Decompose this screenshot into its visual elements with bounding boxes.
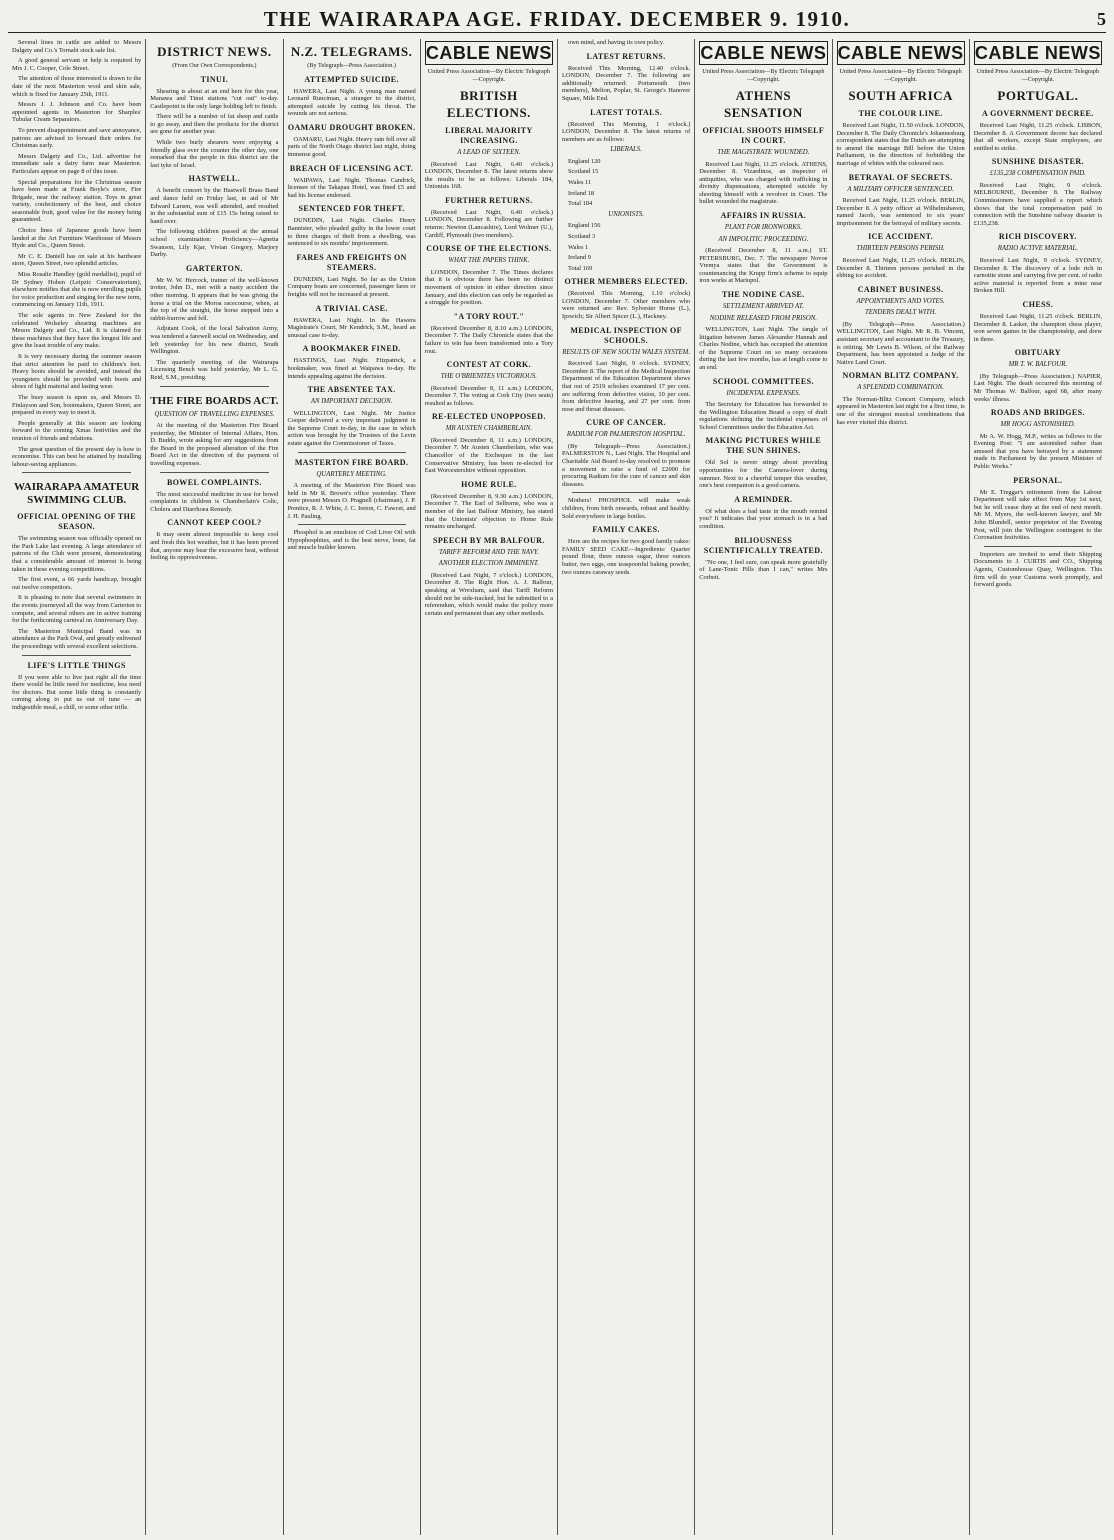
byline: (By Telegraph—Press Association.) [307, 62, 396, 69]
paragraph: Miss Rosalie Handley (gold medallist), pupil of Dr Sydney Hoben (Leipzic Conservatorium), elsewhere notifies that she is now enrolling pupils for voice production and singing for the new term, commencing on January 11th, 1911. [12, 271, 142, 309]
subheading: A MILITARY OFFICER SENTENCED. [847, 185, 954, 193]
table-row: Total 169 [568, 264, 593, 272]
subheading: PLANT FOR IRONWORKS. [724, 224, 802, 232]
masthead [8, 6, 1106, 33]
paragraph: Mothers! PHOSPHOL will make weak children, from birth onwards, robust and healthy. Sold everywhere in large bottles. [562, 497, 691, 520]
subheading: MASTERTON FIRE BOARD. [294, 457, 409, 467]
paragraph: A benefit concert by the Hastwell Brass Band and dance held on Friday last, in aid of Mr Edward Larsen, was well attended, and resulted in the substantial sum of £15 15s being raised to hand over. [150, 187, 279, 225]
paragraph: Received Last Night, 11.25 o'clock. ATHENS, December 8. Vizardinos, an inspector of antiquities, who was charged with trafficking in divinity dispensations, attempted suicide by shooting himself with a revolver in Court. The bullet wounded the magistrate. [699, 160, 828, 206]
subheading: LIFE'S LITTLE THINGS [27, 660, 126, 670]
table-row: Wales 11 [568, 179, 592, 187]
paragraph: Received This Morning, 12.40 o'clock. LONDON, December 7. The following are additionally returned: Portsmouth (two members), Melton, Poplar, St. George's Hanover Square, Mile End. [562, 64, 691, 102]
subheading: UNIONISTS. [608, 210, 644, 218]
paragraph: (By Telegraph—Press Association.) PALMERSTON N., Last Night. The Hospital and Charitable Aid Board to-day resolved to promote a movement to raise a fund of £2000 for procuring Radium for the cure of cancer and skin diseases. [562, 442, 691, 488]
subheading: OBITUARY [1014, 348, 1061, 358]
paragraph: (By Telegraph—Press Association.) WELLINGTON, Last Night. Mr R. B. Vincent, assistant secretary and accountant to the Treasury, is retiring. Mr Lewis B. Wilson, of the Railway Department, has been appointed a Judge of the Native Land Court. [836, 320, 965, 366]
subheading: TENDERS DEALT WITH. [864, 309, 937, 317]
divider [160, 386, 268, 387]
paragraph: (Received December 8, 11 a.m.) LONDON, December 7. Mr Austen Chamberlain, who was Chancellor of the Exchequer in the last Conservative Ministry, has been re-elected for East Worcestershire without opposition. [424, 436, 553, 475]
subheading: ICE ACCIDENT. [868, 232, 934, 242]
paragraph: Mr W. W. Hercock, trainer of the well-known trotter, John D., met with a nasty accident the other morning. It appears that he was giving the horse a trial on the Moroa racecourse, when, at the top of the straight, the horse stepped into a rabbit-burrow and fell. [150, 276, 279, 322]
subheading: THIRTEEN PERSONS PERISH. [856, 245, 945, 253]
column-8 [969, 39, 1106, 1535]
divider [572, 492, 680, 493]
paragraph: To prevent disappointment and save annoyance, patrons are advised to forward their orders for Christmas early. [12, 126, 142, 150]
subheading: TARIFF REFORM AND THE NAVY. [438, 548, 539, 556]
paragraph: (Received Last Night, 6.40 o'clock.) LONDON, December 8. The latest returns show the results to be as follows: Liberals 184, Unionists 168. [424, 160, 553, 191]
subheading: THE MAGISTRATE WOUNDED. [717, 149, 810, 156]
paragraph: (Received December 8, 8.10 a.m.) LONDON, December 7. The Daily Chronicle states that the failure to win has been transformed into a Tory rout. [424, 324, 553, 355]
paragraph: It is very necessary during the summer season that strict attention be paid to children's feet. Heavy boots should be avoided, and instead the youngsters should be provided with boots and shoes of light material and lasting wear. [12, 352, 142, 391]
column-7 [832, 39, 969, 1535]
subheading: CANNOT KEEP COOL? [167, 518, 262, 528]
paragraph: (Received December 8, 11 a.m.) ST. PETERSBURG, Dec. 7. The newspaper Novoe Vremya states that the Government is countenancing the Krupp firm's scheme to equip iron works at Mariupol. [699, 247, 828, 285]
paragraph: It may seem almost impossible to keep cool and fresh this hot weather, but it has been proved that, anyone may bear the excessive heat, without feeling its oppressiveness. [150, 531, 279, 562]
subheading: SPEECH BY MR BALFOUR. [433, 535, 545, 545]
subheading: OFFICIAL OPENING OF THE SEASON. [17, 512, 137, 532]
paragraph: Messrs Dalgety and Co., Ltd. advertise for immediate sale a dairy farm near Masterton. Particulars appear on page 8 of this issue. [12, 152, 142, 175]
paragraph: The sole agents in New Zealand for the celebrated Wolseley shearing machines are Messrs Dalgety and Co., Ltd. It is claimed for these machines that they have the longest life and give the least trouble of any make. [12, 312, 142, 350]
paragraph: A meeting of the Masterton Fire Board was held in Mr R. Brown's office yesterday. There were present Messrs O. Pragnell (chairman), J. P. Prentice, R. J. White, J. C. Ireton, C. Fawcet, and J. H. Pauling. [287, 482, 416, 520]
paragraph: Importers are invited to send their Shipping Documents to J. CURTIS and CO., Shipping Agents, Customhouse Quay, Wellington. This firm will do your Customs work promptly, and forward goods. [973, 550, 1102, 589]
subheading: RICH DISCOVERY. [998, 232, 1077, 242]
paragraph: WELLINGTON, Last Night. The tangle of litigation between James Alexander Hannah and Charles Nodine, which has occupied the attention of the Supreme Court on so many occasions during the last few months, has at length come to an end. [699, 326, 828, 371]
section-title: CABLE NEWS [837, 43, 964, 63]
paragraph: The attention of those interested is drawn to the date of the next Masterton wool and skin sale, which is fixed for January 25th, 1911. [12, 75, 142, 98]
paragraph: Received Last Night, 11.25 o'clock. BERLIN, December 8. Lasker, the champion chess player, won seven games in the championship, and drew in three. [973, 312, 1102, 343]
paragraph: At the meeting of the Masterton Fire Board yesterday, the Minister of Internal Affairs, Hon. D. Buddo, wrote asking for any suggestions from the Board in the proposed alteration of the Fire Board Act in the direction of the payment of travelling expenses. [150, 422, 279, 467]
subheading: AN IMPORTANT DECISION. [310, 398, 393, 406]
subheading: OTHER MEMBERS ELECTED. [564, 277, 688, 287]
subheading: THE NODINE CASE. [722, 290, 805, 300]
paragraph: Mr E. Treggar's retirement from the Labour Department will take effect from May 1st next, but he will cease duty at the end of next month. Mr M. Myers, the well-known lawyer, and Mr John Blundell, senior proprietor of the Evening Post, will join the Wellington contingent to the Coronation festivities. [973, 488, 1102, 542]
paragraph: Choice lines of Japanese goods have been landed at the Art Furniture Warehouse of Messrs Hyde and Co., Queen Street. [12, 227, 142, 250]
subheading: A SPLENDID COMBINATION. [857, 384, 944, 392]
subheading: CABINET BUSINESS. [857, 284, 944, 294]
subheading: MR T. W. BALFOUR. [1008, 361, 1068, 369]
byline: United Press Association—By Electric Telegraph—Copyright. [976, 68, 1099, 83]
subheading: MEDICAL INSPECTION OF SCHOOLS. [570, 325, 682, 345]
paragraph: Of what does a bad taste in the mouth remind you? It indicates that your stomach is in a bad condition. [699, 507, 828, 531]
headline: SOUTH AFRICA [848, 88, 953, 103]
subheading: TINUI. [200, 74, 229, 84]
paragraph: Shearing is about at an end here for this year, Manawa and Tinui stations "cut out" to-day. Castlepoint is the only large holding left to finish. [150, 87, 279, 110]
subheading: CURE OF CANCER. [586, 418, 666, 428]
paragraph: (Received This Morning, 1.10 o'clock) LONDON, December 7. Other members who were returned are: Rev. Sylvester Horne (L.), Ipswich; Sir Albert Spicer (L.), Hackney. [562, 290, 691, 321]
paragraph: The swimming season was officially opened on the Park Lake last evening. A large attendance of patrons of the Club were present, demonstrating that a considerable amount of interest is being taken in these evening competitions. [12, 535, 142, 573]
paragraph: The great question of the present day is how to economise. This can best be attained by installing labour-saving appliances. [12, 445, 142, 468]
byline: United Press Association—By Electric Telegraph—Copyright. [839, 68, 962, 83]
paragraph: There will be a number of fat sheep and cattle to go away, and then the products for the district are gone for another year. [150, 113, 279, 136]
paragraph: (Received Last Night, 7 o'clock.) LONDON, December 8. The Right Hon. A. J. Balfour, speaking at Wrexham, said that Tariff Reform should not be side-tracked, but he submitted to a referendum, which would make the policy more certain and permanent than any other methods. [424, 571, 553, 617]
headline: PORTUGAL. [997, 88, 1079, 103]
columns [8, 39, 1106, 1535]
section-title: CABLE NEWS [425, 43, 552, 63]
masthead-title: THE WAIRARAPA AGE. FRIDAY. DECEMBER 9. 1910. [263, 6, 851, 31]
subheading: INCIDENTAL EXPENSES. [726, 389, 801, 397]
paragraph: (Received December 8, 11 a.m.) LONDON, December 7. The voting at Cork City (two seats) resulted as follows. [424, 384, 553, 407]
subheading: QUESTION OF TRAVELLING EXPENSES. [154, 410, 275, 418]
column-6 [694, 39, 831, 1535]
subheading: SENTENCED FOR THEFT. [298, 204, 405, 214]
page-number: 5 [1097, 8, 1106, 29]
column-4 [420, 39, 557, 1535]
paragraph: OAMARU, Last Night. Heavy rain fell over all parts of the North Otago district last night, doing immense good. [287, 135, 416, 159]
paragraph: While two burly shearers were enjoying a friendly glass over the counter the other day, one remarked that the people in this district are the last tyke of Israel. [150, 139, 279, 169]
paragraph: Received Last Night, 11.50 o'clock. LONDON, December 8. The Daily Chronicle's Johannesburg correspondent states that the Dutch are attempting to amend the marriage Bill before the Union Parliament, in the direction of forbidding the marriage of whites with the coloured race. [836, 122, 965, 167]
subheading: LATEST RETURNS. [586, 51, 666, 61]
headline: BRITISH ELECTIONS. [446, 88, 531, 120]
subheading: BREACH OF LICENSING ACT. [289, 163, 414, 173]
subheading: BILIOUSNESS SCIENTIFICALLY TREATED. [703, 535, 823, 555]
paragraph: Mr A. W. Hogg, M.P., writes as follows to the Evening Post: "I am astonished rather than amused that you have betrayed by a statement made in Parliament by the present Minister of Public Works." [973, 432, 1102, 471]
subheading: FARES AND FREIGHTS ON STEAMERS. [296, 252, 407, 272]
paragraph: Received Last Night, 11.25 o'clock. BERLIN, December 8. A petty officer at Wilhelmshaven, named Jacob, was sentenced to six years' imprisonment for the betrayal of military secrets. [836, 197, 965, 227]
subheading: FAMILY CAKES. [592, 525, 660, 535]
column-3 [283, 39, 420, 1535]
paragraph: The most successful medicine in use for bowel complaints in children is Chamberlain's Colic, Cholera and Diarrhoea Remedy. [150, 490, 279, 513]
paragraph: It is pleasing to note that several swimmers in the events journeyed all the way from Carterton to compete, and several others are in active training for the forthcoming carnival on Anniversary Day. [12, 594, 142, 625]
table-row: Scotland 3 [568, 232, 596, 240]
subheading: APPOINTMENTS AND VOTES. [856, 297, 945, 305]
subheading: OAMARU DROUGHT BROKEN. [287, 122, 416, 132]
paragraph: DUNEDIN, Last Night. Charles Henry Bannister, who pleaded guilty in the lower court to three charges of theft from a dwelling, was sentenced to six months' imprisonment. [287, 217, 416, 248]
table-row: Scotland 15 [568, 168, 599, 176]
subheading: FURTHER RETURNS. [445, 195, 533, 205]
subheading: LATEST TOTALS. [590, 107, 663, 117]
divider [22, 655, 131, 656]
column-5 [557, 39, 694, 1535]
paragraph: (By Telegraph—Press Association.) NAPIER, Last Night. The death occurred this morning of Mr Thomas W. Balfour, aged 68, after many weeks' illness. [973, 372, 1102, 403]
paragraph: People generally at this season are looking forward to the coming Xmas festivities and the reunion of friends and relations. [12, 419, 142, 442]
table-row: Wales 1 [568, 243, 589, 251]
subheading: ATTEMPTED SUICIDE. [304, 74, 399, 84]
paragraph: If you were able to live just right all the time there would be little need for medicine, less need for doctors. But some little thing is constantly coming along to put us out of tune — an indigestible meal, a chill, or some other trifle. [12, 673, 142, 711]
byline: United Press Association—By Electric Telegraph—Copyright. [702, 68, 825, 83]
subheading: THE O'BRIENITES VICTORIOUS. [440, 373, 538, 381]
subheading: GARTERTON. [185, 263, 243, 273]
divider [298, 452, 406, 453]
paragraph: Old Sol is never stingy about providing opportunities for the Camera-lover during summer. Next to a cheerful temper this weather, one's best companion is a good camera. [699, 459, 828, 490]
paragraph: A good general servant or help is required by Mrs J. C. Cooper, Cole Street. [12, 57, 142, 72]
paragraph: Special preparations for the Christmas season have been made at Frank Boyle's store, Fire Brigade, near the railway station. Toys in great variety, confectionery of the best, and choice seasonable fruit, good value for the money being guaranteed. [12, 178, 142, 224]
headline: THE FIRE BOARDS ACT. [150, 394, 279, 407]
subheading: A TRIVIAL CASE. [315, 303, 388, 313]
subheading: "A TORY ROUT." [453, 311, 525, 321]
subheading: AN IMPOLITIC PROCEEDING. [718, 235, 809, 243]
subheading: HOME RULE. [461, 479, 517, 489]
divider [160, 472, 268, 473]
subheading: RADIUM FOR PALMERSTON HOSPITAL. [566, 431, 686, 439]
table-row: Total 184 [568, 200, 593, 208]
subheading: SUNSHINE DISASTER. [991, 157, 1084, 167]
headline: ATHENS SENSATION [724, 88, 803, 120]
subheading: PERSONAL. [1013, 475, 1063, 485]
paragraph: Received Last Night, 11.25 o'clock. LISBON, December 8. A Government decree has declared that all workers, except State employees, are entitled to strike. [973, 122, 1102, 152]
subheading: AFFAIRS IN RUSSIA. [720, 211, 807, 221]
byline: United Press Association—By Electric Telegraph—Copyright. [427, 68, 550, 83]
subheading: OFFICIAL SHOOTS HIMSELF IN COURT. [702, 126, 825, 145]
paragraph: "No one, I feel sure, can speak more gratefully of Lane-Tonic Pills than I can," writes Mrs Corbett. [699, 558, 828, 581]
paragraph: The Masterton Municipal Band was in attendance at the Park Oval, and greatly enlivened the proceedings with several excellent selections. [12, 627, 142, 650]
paragraph: HASTINGS, Last Night. Fitzpatrick, a bookmaker, was fined at Waipawa to-day. He intends appealing against the decision. [287, 357, 416, 380]
paragraph: The Secretary for Education has forwarded to the Wellington Education Board a copy of draft regulations defining the incidental expenses of School Committees under the Education Act. [699, 401, 828, 431]
subheading: RE-ELECTED UNOPPOSED. [432, 412, 546, 422]
paragraph: WAIPAWA, Last Night. Thomas Candrick, licensee of the Takapau Hotel, was fined £5 and had his license endorsed. [287, 176, 416, 199]
table-row: Ireland 9 [568, 254, 591, 262]
subheading: CONTEST AT CORK. [446, 360, 532, 370]
subheading: QUARTERLY MEETING. [316, 470, 387, 478]
paragraph: HAWERA, Last Night. In the Hawera Magistrate's Court, Mr Kendrick, S.M., heard an unusual case to-day. [287, 316, 416, 339]
paragraph: Mr C. E. Daniell has on sale at his hardware store, Queen Street, two splendid articles. [12, 252, 142, 268]
subheading: MR HOGG ASTONISHED. [1000, 421, 1076, 429]
paragraph: The following children passed at the annual school examination: Proficiency—Agnetta Swanson, Lily Kjar, Vivian Gregory, Marjory Darby. [150, 228, 279, 259]
subheading: £135,238 COMPENSATION PAID. [989, 170, 1086, 178]
paragraph: Several lines in cattle are added to Messrs Dalgety and Co.'s Tornabi stock sale list. [12, 39, 142, 54]
paragraph: The busy season is upon us, and Messrs D. Finlayson and Son, bootmakers, Queen Street, are prepared in every way to meet it. [12, 393, 142, 417]
subheading: COURSE OF THE ELECTIONS. [426, 244, 552, 254]
subheading: RESULTS OF NEW SOUTH WALES SYSTEM. [562, 348, 691, 356]
paragraph: Received Last Night, 9 o'clock. SYDNEY, December 8. The report of the Medical Inspection Department of the Education Department shows that out of 2519 scholars examined 17 per cent. are suffering from defective vision, 10 per cent. from defective hearing, and 27 per cent. from nose and throat diseases. [562, 360, 691, 413]
subheading: THE ABSENTEE TAX. [307, 385, 396, 395]
paragraph: The Norman-Blitz Concert Company, which appeared in Masterton last night for a first time, is one of the strongest musical combinations that has ever visited this district. [836, 395, 965, 426]
subheading: ANOTHER ELECTION IMMINENT. [438, 560, 539, 568]
subheading: MAKING PICTURES WHILE THE SUN SHINES. [705, 436, 822, 456]
subheading: A REMINDER. [734, 494, 793, 504]
paragraph: own mind, and having its own policy. [568, 39, 665, 46]
subheading: WHAT THE PAPERS THINK. [448, 257, 530, 265]
subheading: MR AUSTEN CHAMBERLAIN. [445, 425, 532, 433]
section-title: N.Z. TELEGRAMS. [290, 44, 413, 59]
subheading: SCHOOL COMMITTEES. [712, 376, 814, 386]
headline: WAIRARAPA AMATEUR SWIMMING CLUB. [14, 481, 140, 507]
divider [298, 524, 406, 525]
byline: (From Our Own Correspondents.) [172, 62, 257, 69]
table-row: England 120 [568, 157, 601, 165]
paragraph: The first event, a 66 yards handicap, brought out twelve competitors. [12, 576, 142, 591]
subheading: CHESS. [1022, 299, 1054, 309]
table-row: Ireland 18 [568, 189, 595, 197]
subheading: A GOVERNMENT DECREE. [982, 109, 1094, 118]
paragraph: (Received Last Night, 6.40 o'clock.) LONDON, December 8. Following are further returns: Newton (Lancashire), Lord Wolmer (U.), Cardiff, Plymouth (two members). [424, 208, 553, 239]
paragraph: Received Last Night, 9 o'clock. MELBOURNE, December 8. The Railway Commissioners have supplied a report which shows that the total compensation paid in connection with the Sunshine railway disaster is £135,238. [973, 181, 1102, 227]
section-title: DISTRICT NEWS. [157, 44, 272, 59]
column-2 [145, 39, 282, 1535]
subheading: LIBERAL MAJORITY INCREASING. [445, 126, 533, 145]
subheading: RADIO ACTIVE MATERIAL. [997, 245, 1078, 253]
subheading: A LEAD OF SIXTEEN. [457, 149, 521, 156]
subheading: HASTWELL. [188, 174, 241, 184]
paragraph: Adjutant Cook, of the local Salvation Army, was tendered a farewell social on Wednesday, and left yesterday for his new district, South Wellington. [150, 325, 279, 356]
subheading: SETTLEMENT ARRIVED AT. [722, 303, 804, 311]
paragraph: The quarterly meeting of the Wairarapa Licensing Bench was held yesterday, Mr L. G. Reid, S.M., presiding. [150, 358, 279, 381]
paragraph: Received Last Night, 11.25 o'clock. BERLIN, December 8. Thirteen persons perished in the ebbing ice accident. [836, 256, 965, 280]
divider [984, 546, 1092, 547]
column-1 [8, 39, 145, 1535]
subheading: NODINE RELEASED FROM PRISON. [709, 314, 817, 322]
paragraph: HAWERA, Last Night. A young man named Leonard Runciman, a stranger to the district, attempted suicide by cutting his throat. The wounds are not serious. [287, 87, 416, 118]
section-title: CABLE NEWS [974, 43, 1101, 63]
table-row: England 156 [568, 222, 601, 230]
subheading: A BOOKMAKER FINED. [302, 344, 401, 354]
subheading: NORMAN BLITZ COMPANY. [842, 371, 959, 381]
subheading: LIBERALS. [610, 146, 642, 154]
section-title: CABLE NEWS [700, 43, 827, 63]
divider [22, 472, 131, 473]
paragraph: Messrs J. J. Johnson and Co. have been appointed agents in Masterton for Sharples' Tubular Cream Separators. [12, 101, 142, 124]
paragraph: DUNEDIN, Last Night. So far as the Union Company boats are concerned, passenger fares or freights will not be increased at present. [287, 275, 416, 298]
paragraph: (Received This Morning, 1 o'clock.) LONDON, December 8. The latest returns of members are as follows: [562, 120, 691, 143]
paragraph: Here are the recipes for two good family cakes: FAMILY SEED CAKE—Ingredients: Quarter pound flour, three ounces sugar, three ounces butter, two eggs, one teaspoonful baking powder, two ounces caraway seeds. [562, 538, 691, 576]
subheading: BOWEL COMPLAINTS. [166, 477, 262, 487]
paragraph: Received Last Night, 9 o'clock. SYDNEY, December 8. The discovery of a lode rich in carnotite stone and carrying five per cent. of radio active material is reported from a mine near Broken Hill. [973, 256, 1102, 295]
paragraph: LONDON, December 7. The Times declares that it is obvious there has been no distinct movement of opinion in either direction since January, and this election can only be regarded as a struggle for position. [424, 268, 553, 307]
paragraph: WELLINGTON, Last Night. Mr Justice Cooper delivered a very important judgment in the Supreme Court to-day, in the case in which action was brought by the Trustees of the Levin estate against the Commissioner of Taxes. [287, 409, 416, 448]
paragraph: Phosphol is an emulsion of Cod Liver Oil with Hypophosphites, and is the best nerve, bone, fat and muscle builder known. [287, 529, 416, 552]
subheading: BETRAYAL OF SECRETS. [848, 172, 953, 182]
subheading: THE COLOUR LINE. [858, 109, 943, 118]
paragraph: (Received December 8, 9.30 a.m.) LONDON, December 7. The Earl of Selborne, who was a member of the last Balfour Ministry, has stated that the Unionists' objection to Home Rule remains unchanged. [424, 492, 553, 531]
subheading: ROADS AND BRIDGES. [990, 408, 1085, 418]
